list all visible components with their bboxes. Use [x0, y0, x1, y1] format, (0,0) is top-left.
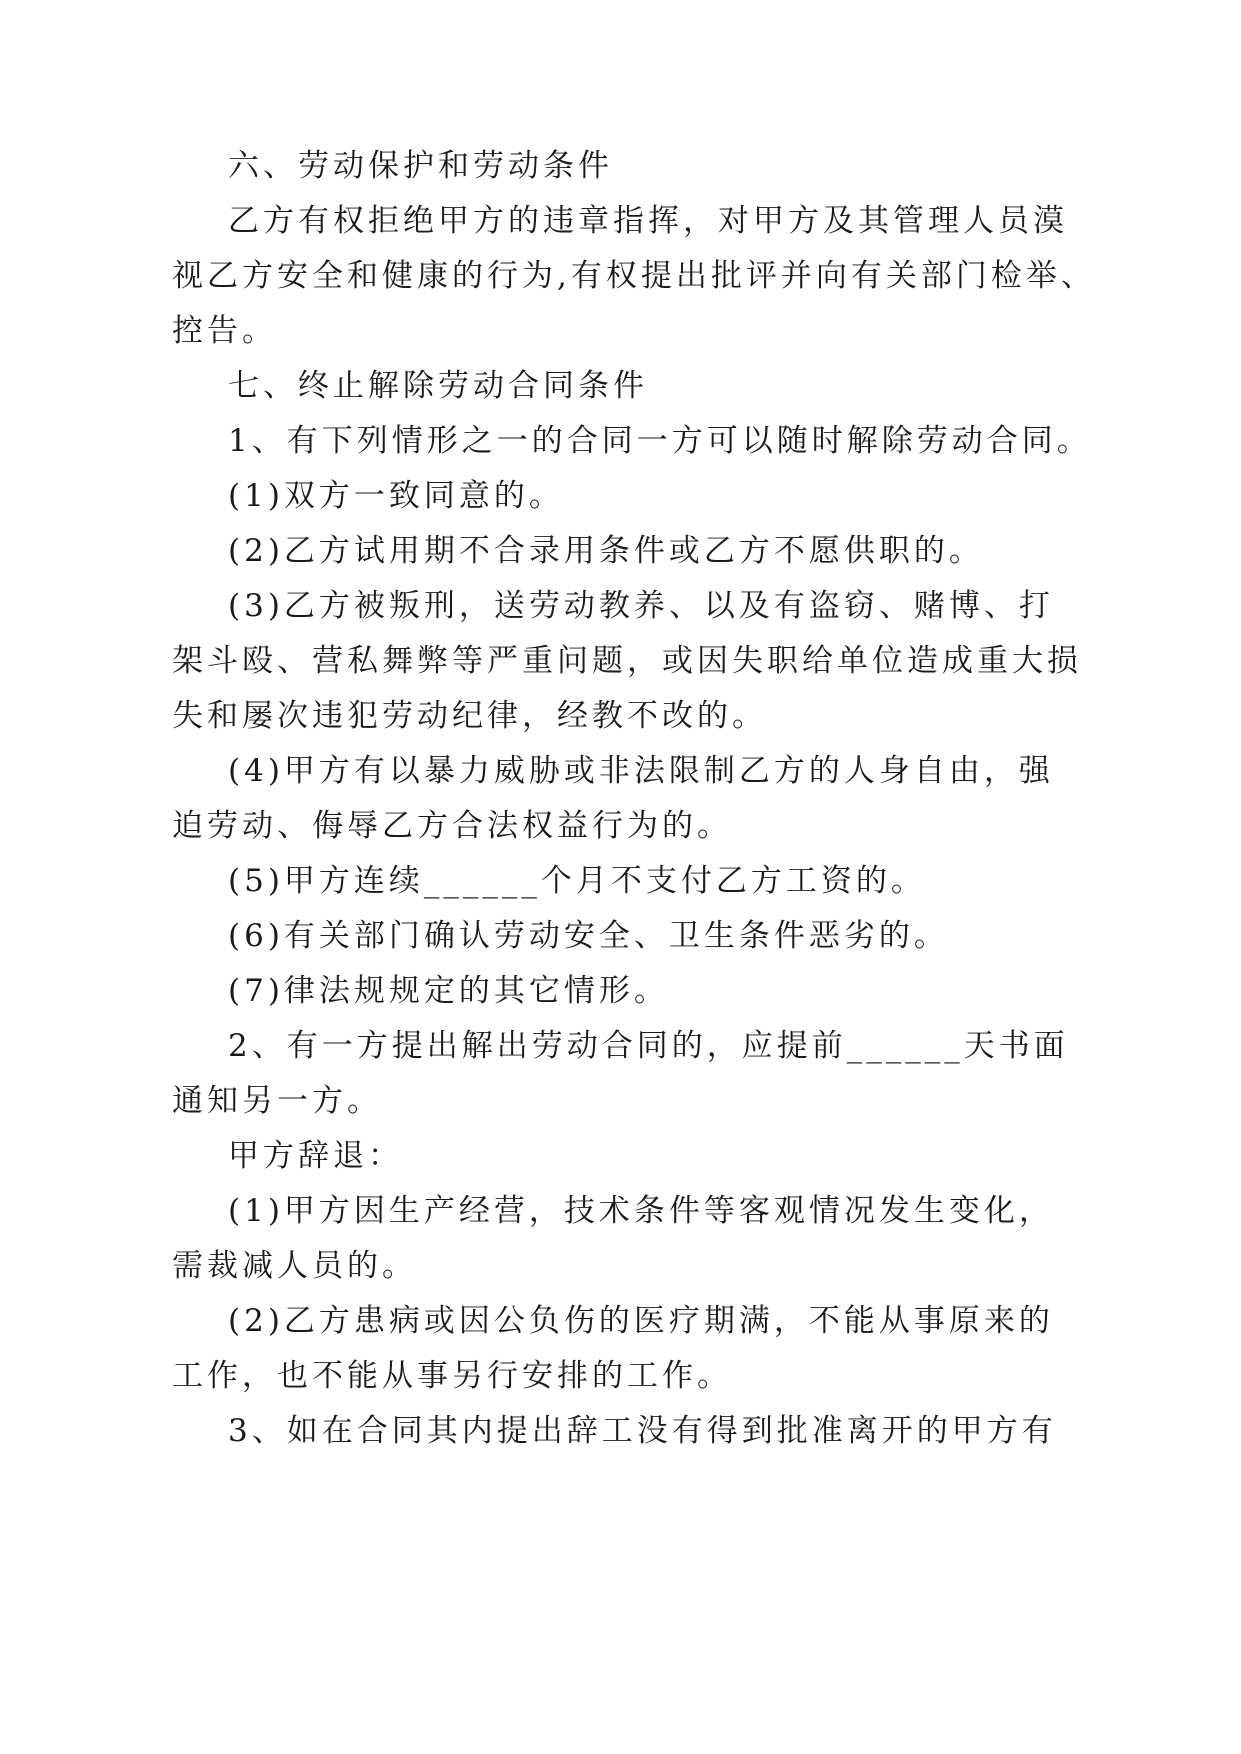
list-item: (2)乙方患病或因公负伤的医疗期满，不能从事原来的	[228, 1303, 1054, 1339]
paragraph-line: 2、有一方提出解出劳动合同的，应提前______天书面	[228, 1028, 1069, 1064]
list-item: (5)甲方连续______个月不支付乙方工资的。	[228, 863, 926, 899]
list-item: (3)乙方被叛刑，送劳动教养、以及有盗窃、赌博、打	[228, 588, 1054, 624]
paragraph-line: 1、有下列情形之一的合同一方可以随时解除劳动合同。	[228, 423, 1092, 459]
list-item: (7)律法规规定的其它情形。	[228, 973, 669, 1009]
list-item: (6)有关部门确认劳动安全、卫生条件恶劣的。	[228, 918, 949, 954]
section-heading-termination: 七、终止解除劳动合同条件	[228, 368, 648, 404]
list-item: (4)甲方有以暴力威胁或非法限制乙方的人身自由，强	[228, 753, 1054, 789]
section-heading-labor-protection: 六、劳动保护和劳动条件	[228, 148, 613, 184]
paragraph-line: 工作，也不能从事另行安排的工作。	[172, 1358, 732, 1394]
list-item: (1)双方一致同意的。	[228, 478, 564, 514]
paragraph-line: 通知另一方。	[172, 1083, 382, 1119]
subheading-employer-dismissal: 甲方辞退：	[228, 1138, 403, 1174]
list-item: (1)甲方因生产经营，技术条件等客观情况发生变化，	[228, 1193, 1054, 1229]
paragraph-line: 3、如在合同其内提出辞工没有得到批准离开的甲方有	[228, 1413, 1057, 1449]
paragraph-line: 架斗殴、营私舞弊等严重问题，或因失职给单位造成重大损	[172, 643, 1082, 679]
paragraph-line: 失和屡次违犯劳动纪律，经教不改的。	[172, 698, 767, 734]
paragraph-line: 控告。	[172, 313, 277, 349]
paragraph-line: 需裁减人员的。	[172, 1248, 417, 1284]
paragraph-line: 乙方有权拒绝甲方的违章指挥，对甲方及其管理人员漠	[228, 203, 1068, 239]
paragraph-line: 迫劳动、侮辱乙方合法权益行为的。	[172, 808, 732, 844]
list-item: (2)乙方试用期不合录用条件或乙方不愿供职的。	[228, 533, 984, 569]
paragraph-line: 视乙方安全和健康的行为,有权提出批评并向有关部门检举、	[172, 258, 1096, 294]
